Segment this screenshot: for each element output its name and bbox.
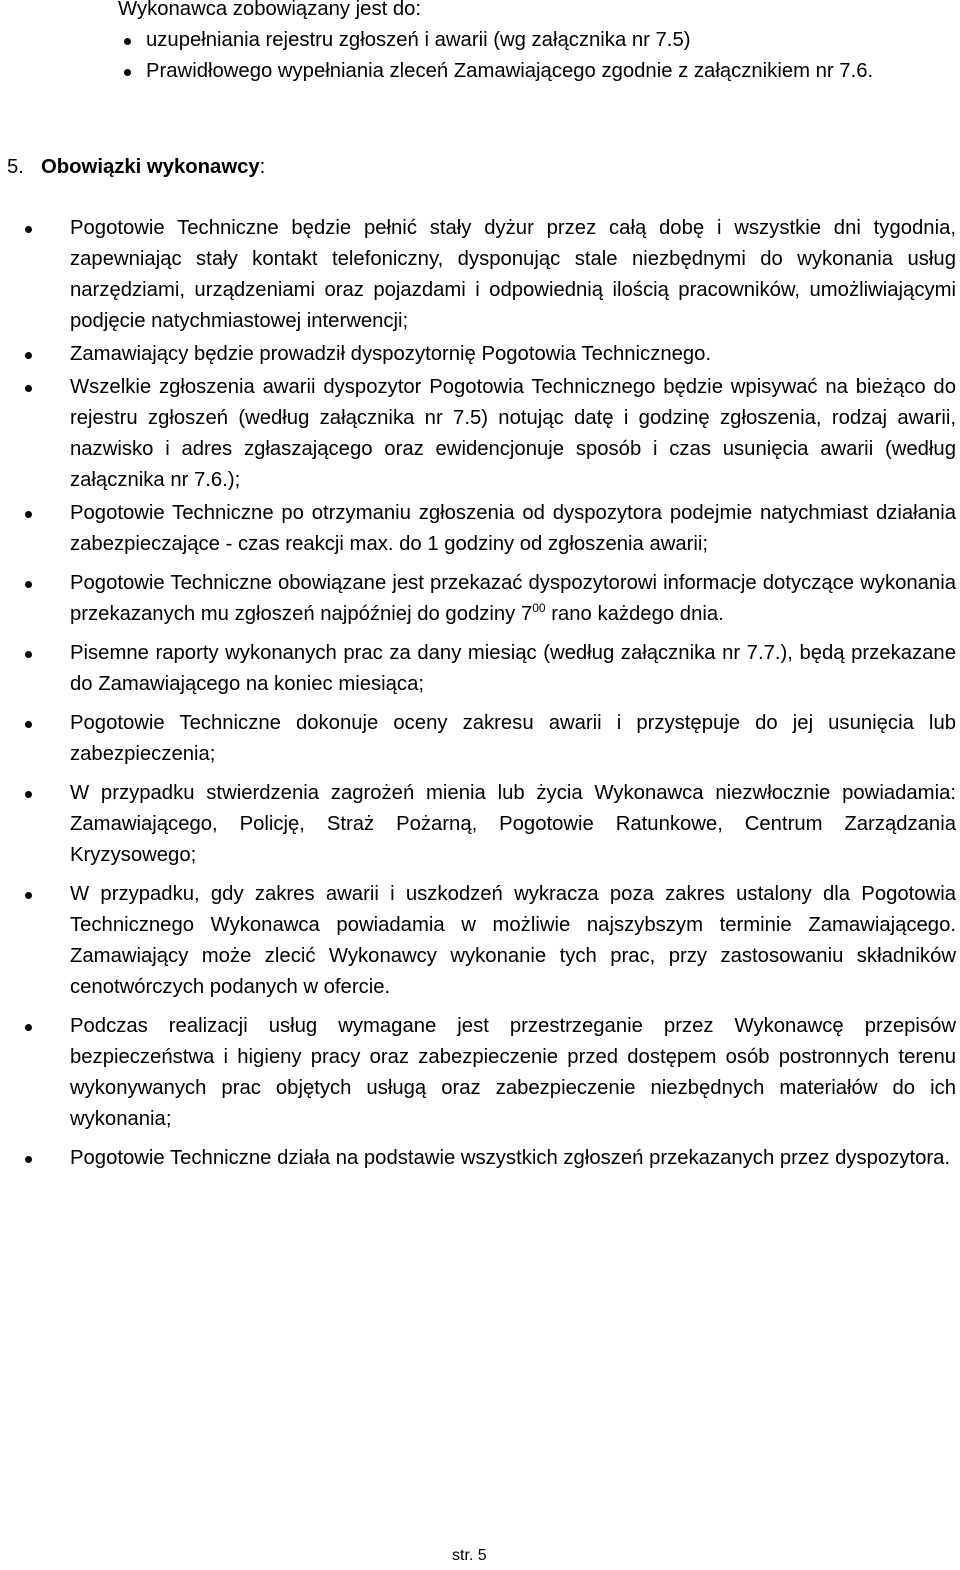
section-title: Obowiązki wykonawcy xyxy=(41,156,260,178)
section-heading xyxy=(7,152,265,183)
duty-item: Pogotowie Techniczne będzie pełnić stały dyżur przez całą dobę i wszystkie dni tygodnia, zapewniając stały kontakt telefoniczny, dysponując stale niezbędnymi do wykonania usług narzędziami, urządzeniami oraz pojazdami i odpowiednią ilością pracowników, umożliwiającymi podjęcie natychmiastowej interwencji; xyxy=(18,213,956,337)
duty-item: Pogotowie Techniczne działa na podstawie wszystkich zgłoszeń przekazanych przez dyspozytora. xyxy=(18,1143,956,1174)
intro-list-item: Prawidłowego wypełniania zleceń Zamawiającego zgodnie z załącznikiem nr 7.6. xyxy=(118,56,956,87)
section-number: 5. xyxy=(7,156,24,178)
duty-report-text-end: rano każdego dnia. xyxy=(545,603,724,625)
duties-list xyxy=(18,213,956,1176)
duty-report-superscript: 00 xyxy=(532,601,546,616)
intro-list xyxy=(118,25,956,87)
page-number: str. 5 xyxy=(452,1547,487,1564)
intro-list-item: uzupełniania rejestru zgłoszeń i awarii (wg załącznika nr 7.5) xyxy=(118,25,956,56)
duty-item: Zamawiający będzie prowadził dyspozytornię Pogotowia Technicznego. xyxy=(18,339,956,370)
intro-text: Wykonawca zobowiązany jest do: xyxy=(118,0,422,20)
duty-item: Pisemne raporty wykonanych prac za dany miesiąc (według załącznika nr 7.7.), będą przekazane do Zamawiającego na koniec miesiąca; xyxy=(18,638,956,700)
duty-item: Pogotowie Techniczne po otrzymaniu zgłoszenia od dyspozytora podejmie natychmiast działania zabezpieczające - czas reakcji max. do 1 godziny od zgłoszenia awarii; xyxy=(18,498,956,560)
duty-item: W przypadku, gdy zakres awarii i uszkodzeń wykracza poza zakres ustalony dla Pogotowia Technicznego Wykonawca powiadamia w możliwie najszybszym terminie Zamawiającego. Zamawiający może zlecić Wykonawcy wykonanie tych prac, przy zastosowaniu składników cenotwórczych podanych w ofercie. xyxy=(18,879,956,1003)
duty-item-report xyxy=(18,568,956,630)
section-colon: : xyxy=(259,156,266,178)
duty-item: Wszelkie zgłoszenia awarii dyspozytor Pogotowia Technicznego będzie wpisywać na bieżąco do rejestru zgłoszeń (według załącznika nr 7.5) notując datę i godzinę zgłoszenia, rodzaj awarii, nazwisko i adres zgłaszającego oraz ewidencjonuje sposób i czas usunięcia awarii (według załącznika nr 7.6.); xyxy=(18,372,956,496)
duty-item: Podczas realizacji usług wymagane jest przestrzeganie przez Wykonawcę przepisów bezpieczeństwa i higieny pracy oraz zabezpieczenie przed dostępem osób postronnych terenu wykonywanych prac objętych usługą oraz zabezpieczenie niezbędnych materiałów do ich wykonania; xyxy=(18,1011,956,1135)
duty-item: W przypadku stwierdzenia zagrożeń mienia lub życia Wykonawca niezwłocznie powiadamia: Zamawiającego, Policję, Straż Pożarną, Pogotowie Ratunkowe, Centrum Zarządzania Kryzysowego; xyxy=(18,778,956,871)
duty-item: Pogotowie Techniczne dokonuje oceny zakresu awarii i przystępuje do jej usunięcia lub zabezpieczenia; xyxy=(18,708,956,770)
duty-report-text: Pogotowie Techniczne obowiązane jest przekazać dyspozytorowi informacje dotyczące wykonania przekazanych mu zgłoszeń najpóźniej do godziny 7 xyxy=(70,572,956,625)
